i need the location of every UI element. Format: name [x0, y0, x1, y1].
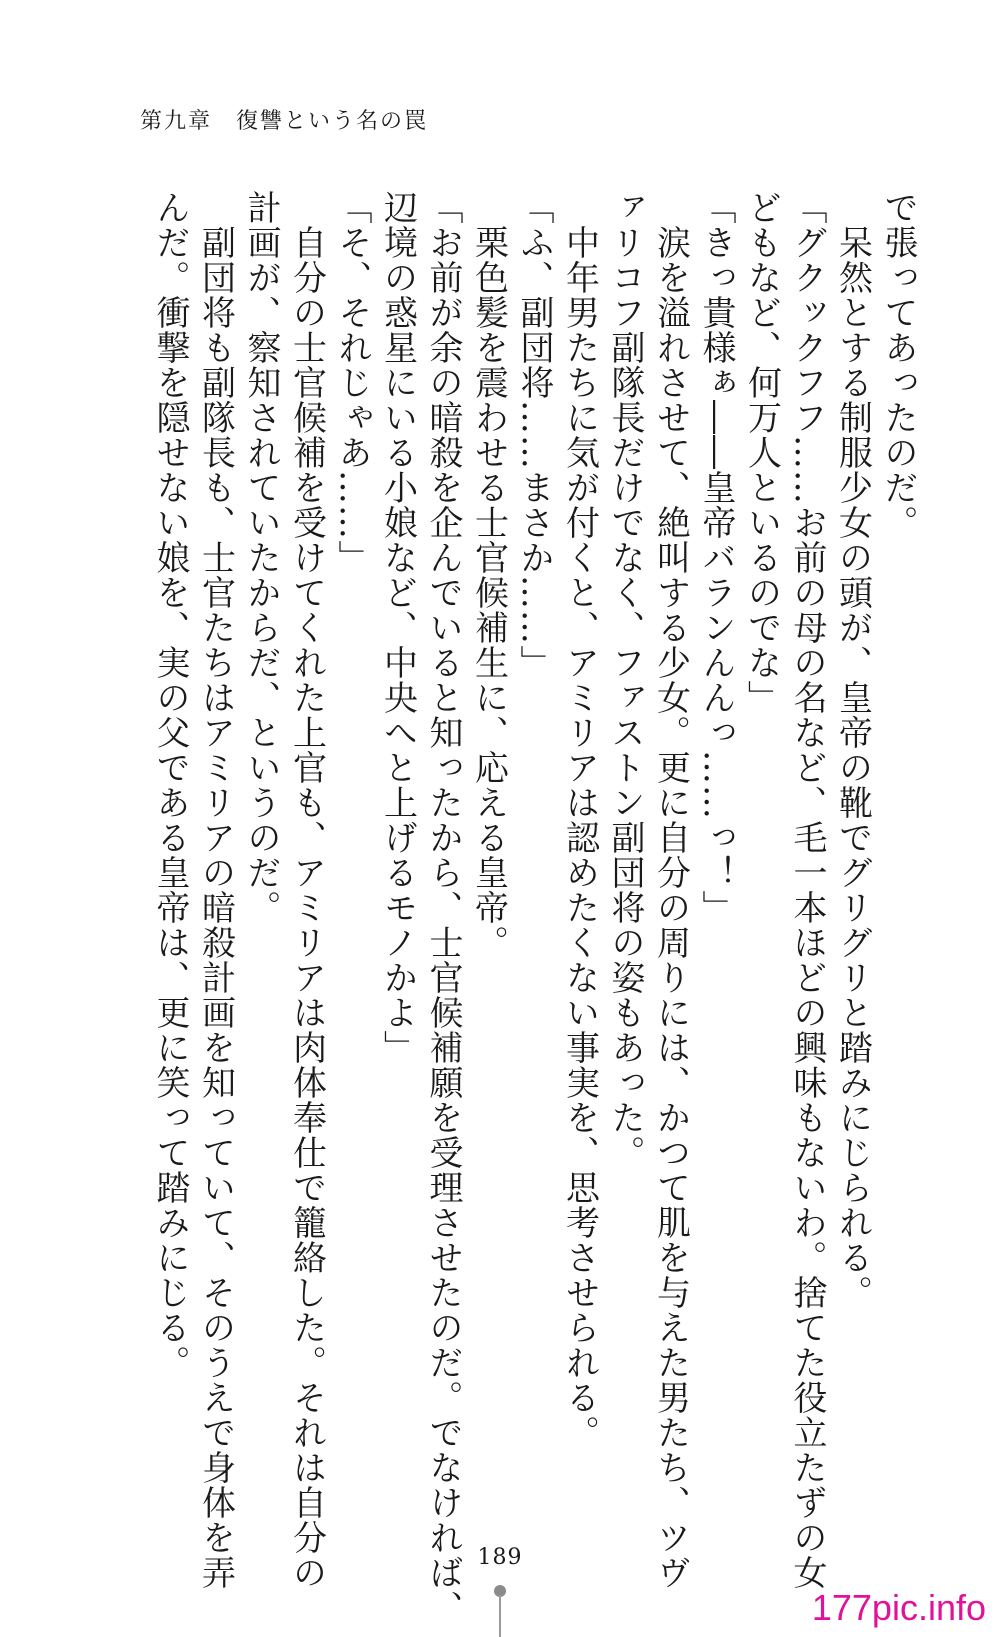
text-line: どもなど、何万人といるのでな」 [741, 190, 782, 715]
text-line: 自分の士官候補を受けてくれた上官も、アミリアは肉体奉仕で籠絡した。それは自分の [286, 190, 327, 1590]
text-line: ァリコフ副隊長だけでなく、ファストン副団将の姿もあった。 [605, 190, 645, 1170]
text-line: 中年男たちに気が付くと、アミリアは認めたくない事実を、思考させられる。 [559, 190, 600, 1450]
text-line: 栗色髪を震わせる士官候補生に、応える皇帝。 [468, 190, 509, 960]
text-line: 呆然とする制服少女の頭が、皇帝の靴でグリグリと踏みにじられる。 [832, 190, 873, 1310]
text-line: 計画が、察知されていたからだ、というのだ。 [241, 190, 281, 925]
text-line: で張ってあったのだ。 [878, 190, 918, 540]
text-line: 辺境の惑星にいる小娘など、中央へと上げるモノかよ」 [377, 190, 418, 1065]
watermark-text: 177pic.info [811, 1587, 986, 1628]
page-number: 189 [477, 1545, 523, 1570]
text-line: んだ。衝撃を隠せない娘を、実の父である皇帝は、更に笑って踏みにじる。 [150, 190, 190, 1380]
page-marker-icon [494, 1585, 506, 1637]
text-line: 「グクックフフ……お前の母の名など、毛一本ほどの興味もないわ。捨てた役立たずの女 [787, 190, 827, 1590]
text-line: 涙を溢れさせて、絶叫する少女。更に自分の周りには、かつて肌を与えた男たち、ツヴ [650, 190, 691, 1590]
text-line: 副団将も副隊長も、士官たちはアミリアの暗殺計画を知っていて、そのうえで身体を弄 [195, 190, 236, 1590]
marker-stem [499, 1595, 501, 1637]
text-line: 「そ、それじゃあ……」 [332, 190, 372, 575]
text-line: 「ふ、副団将……まさか……」 [514, 190, 554, 680]
text-line: 「お前が余の暗殺を企んでいると知ったから、士官候補願を受理させたのだ。でなければ、 [423, 190, 463, 1625]
chapter-header: 第九章 復讐という名の罠 [140, 109, 429, 134]
text-line: 「きっ貴様ぁ――皇帝バランんんっ……っ！」 [696, 190, 736, 925]
